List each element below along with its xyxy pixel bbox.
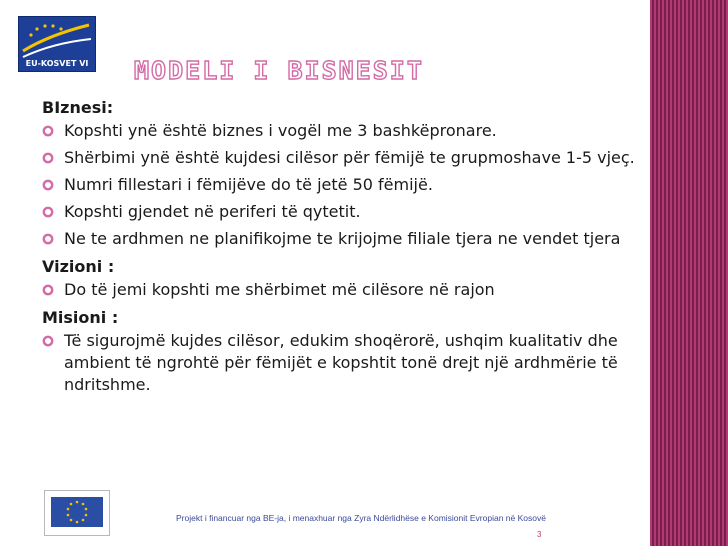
ring-bullet-icon: [42, 206, 54, 218]
ring-bullet-icon: [42, 233, 54, 245]
bullet-item: [42, 228, 642, 250]
eu-stars-icon: [51, 497, 103, 527]
bullet-item: [42, 201, 642, 223]
bullet-text: Kopshti ynë është biznes i vogël me 3 bashkëpronare.: [64, 121, 497, 140]
slide-content: [42, 96, 642, 401]
ring-bullet-icon: [42, 335, 54, 347]
bullet-text: Numri fillestari i fëmijëve do të jetë 50 fëmijë.: [64, 175, 433, 194]
eu-flag-logo: [44, 490, 110, 536]
ring-bullet-icon: [42, 179, 54, 191]
footer-text: Projekt i financuar nga BE-ja, i menaxhuar nga Zyra Ndërlidhëse e Komisionit Evropian në Kosovë: [176, 513, 546, 523]
bullet-item: [42, 330, 642, 396]
bullet-text: Ne te ardhmen ne planifikojme te krijojme filiale tjera ne vendet tjera: [64, 229, 621, 248]
page-number: 3: [537, 530, 542, 539]
bullet-item: [42, 279, 642, 301]
logo-text: EU-KOSVET VI: [25, 59, 89, 68]
section-heading-biznesi: BIznesi:: [42, 98, 114, 117]
bullet-item: [42, 174, 642, 196]
decorative-stripe-band: [650, 0, 728, 546]
bullet-item: [42, 147, 642, 169]
bullet-text: Shërbimi ynë është kujdesi cilësor për fëmijë te grupmoshave 1-5 vjeç.: [64, 148, 635, 167]
bullet-text: Kopshti gjendet në periferi të qytetit.: [64, 202, 361, 221]
eu-flag-icon: [51, 497, 103, 527]
ring-bullet-icon: [42, 152, 54, 164]
eu-kosvet-logo: [18, 16, 96, 72]
section-heading-vizioni: Vizioni :: [42, 257, 115, 276]
slide-title: MODELI I BISNESIT: [134, 56, 424, 85]
bullet-text: Të sigurojmë kujdes cilësor, edukim shoqërorë, ushqim kualitativ dhe ambient të ngrohtë për fëmijët e kopshtit tonë drejt një ardhmërie të ndritshme.: [64, 331, 618, 394]
bullet-text: Do të jemi kopshti me shërbimet më cilësore në rajon: [64, 280, 495, 299]
ring-bullet-icon: [42, 125, 54, 137]
section-heading-misioni: Misioni :: [42, 308, 119, 327]
bullet-item: [42, 120, 642, 142]
ring-bullet-icon: [42, 284, 54, 296]
